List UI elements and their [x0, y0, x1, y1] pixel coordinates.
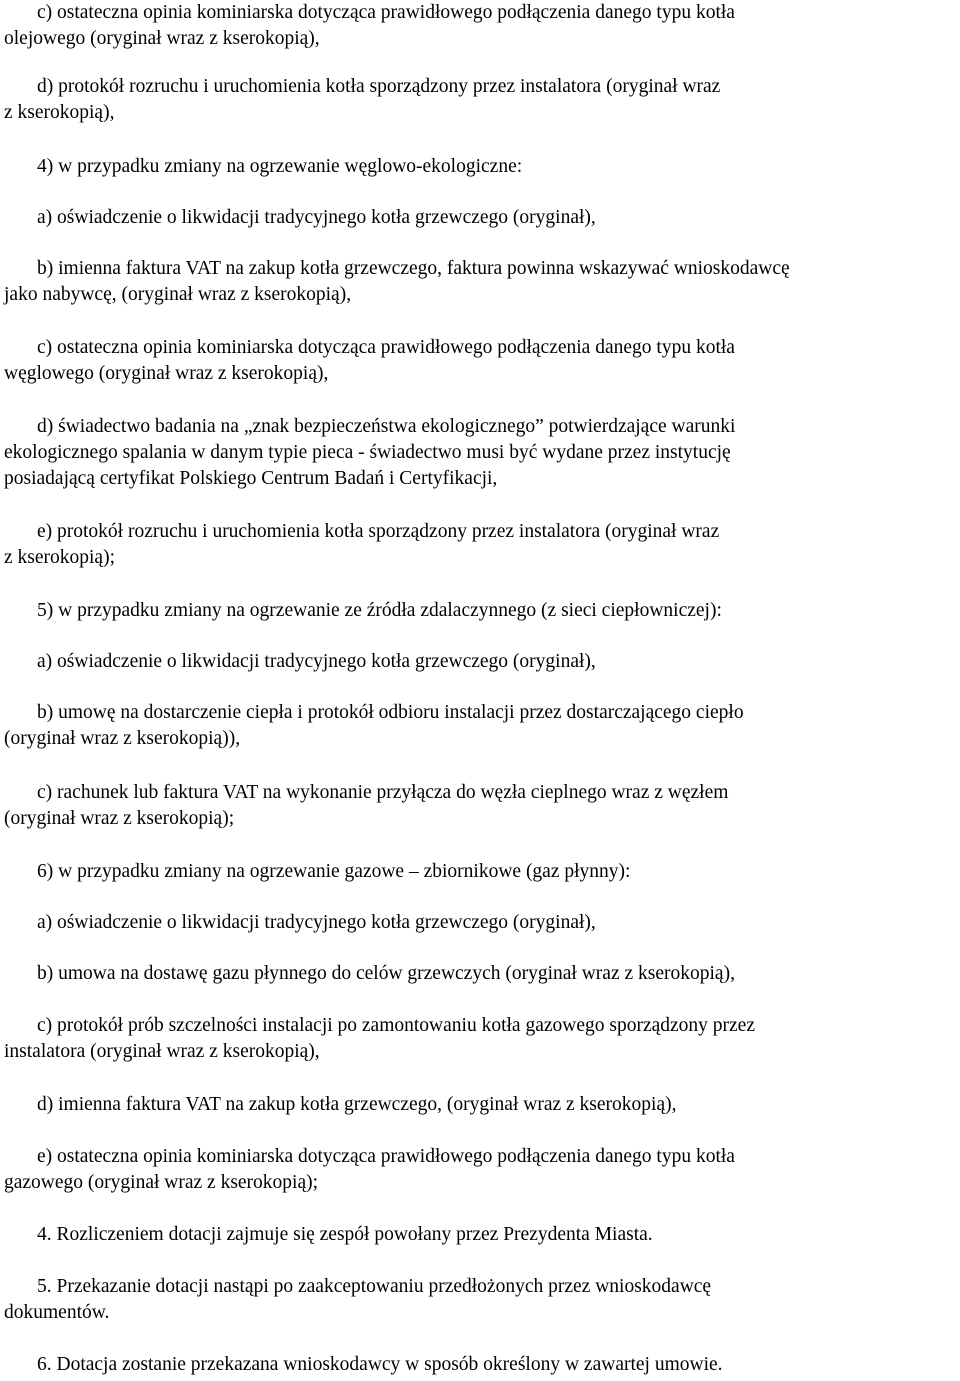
paragraph	[4, 519, 954, 571]
paragraph	[4, 335, 954, 387]
text-line: e) protokół rozruchu i uruchomienia kotła sporządzony przez instalatora (oryginał wraz	[37, 521, 720, 542]
text-line: b) umowa na dostawę gazu płynnego do celów grzewczych (oryginał wraz z kserokopią),	[37, 963, 735, 984]
text-line: d) protokół rozruchu i uruchomienia kotła sporządzony przez instalatora (oryginał wraz	[37, 76, 721, 97]
text-line: 5) w przypadku zmiany na ogrzewanie ze źródła zdalaczynnego (z sieci ciepłowniczej):	[37, 600, 722, 621]
paragraph	[4, 961, 954, 987]
text-line: instalatora (oryginał wraz z kserokopią),	[4, 1041, 320, 1062]
paragraph	[4, 1352, 954, 1378]
text-line: a) oświadczenie o likwidacji tradycyjnego kotła grzewczego (oryginał),	[37, 651, 596, 672]
text-line: z kserokopią),	[4, 102, 115, 123]
text-line: 5. Przekazanie dotacji nastąpi po zaakceptowaniu przedłożonych przez wnioskodawcę	[37, 1276, 712, 1297]
text-line: c) rachunek lub faktura VAT na wykonanie przyłącza do węzła cieplnego wraz z węzłem	[37, 782, 729, 803]
paragraph	[4, 1144, 954, 1196]
paragraph	[4, 74, 954, 126]
text-line: a) oświadczenie o likwidacji tradycyjnego kotła grzewczego (oryginał),	[37, 912, 596, 933]
text-line: b) umowę na dostarczenie ciepła i protokół odbioru instalacji przez dostarczającego ciepło	[37, 702, 744, 723]
text-line: jako nabywcę, (oryginał wraz z kserokopią),	[4, 284, 352, 305]
text-line: gazowego (oryginał wraz z kserokopią);	[4, 1172, 319, 1193]
paragraph	[4, 1092, 954, 1118]
paragraph	[4, 256, 954, 308]
text-line: e) ostateczna opinia kominiarska dotycząca prawidłowego podłączenia danego typu kotła	[37, 1146, 735, 1167]
paragraph	[4, 1274, 954, 1326]
text-line: 4. Rozliczeniem dotacji zajmuje się zespół powołany przez Prezydenta Miasta.	[37, 1224, 653, 1245]
paragraph	[4, 1013, 954, 1065]
text-line: 6) w przypadku zmiany na ogrzewanie gazowe – zbiornikowe (gaz płynny):	[37, 861, 631, 882]
text-line: c) protokół prób szczelności instalacji po zamontowaniu kotła gazowego sporządzony przez	[37, 1015, 755, 1036]
text-line: b) imienna faktura VAT na zakup kotła grzewczego, faktura powinna wskazywać wnioskodawcę	[37, 258, 790, 279]
text-line: d) świadectwo badania na „znak bezpieczeństwa ekologicznego” potwierdzające warunki	[37, 416, 736, 437]
paragraph	[4, 0, 954, 52]
paragraph	[4, 700, 954, 752]
text-line: ekologicznego spalania w danym typie pieca - świadectwo musi być wydane przez instytucję	[4, 442, 731, 463]
text-line: posiadającą certyfikat Polskiego Centrum Badań i Certyfikacji,	[4, 468, 498, 489]
text-line: dokumentów.	[4, 1302, 110, 1323]
text-line: (oryginał wraz z kserokopią);	[4, 808, 235, 829]
text-line: 6. Dotacja zostanie przekazana wnioskodawcy w sposób określony w zawartej umowie.	[37, 1354, 723, 1375]
text-line: c) ostateczna opinia kominiarska dotycząca prawidłowego podłączenia danego typu kotła	[37, 2, 735, 23]
paragraph	[4, 649, 954, 675]
text-line: a) oświadczenie o likwidacji tradycyjnego kotła grzewczego (oryginał),	[37, 207, 596, 228]
paragraph	[4, 414, 954, 492]
paragraph	[4, 598, 954, 624]
text-line: z kserokopią);	[4, 547, 116, 568]
text-line: (oryginał wraz z kserokopią)),	[4, 728, 241, 749]
text-line: olejowego (oryginał wraz z kserokopią),	[4, 28, 320, 49]
paragraph	[4, 780, 954, 832]
text-line: 4) w przypadku zmiany na ogrzewanie węglowo-ekologiczne:	[37, 156, 523, 177]
paragraph	[4, 859, 954, 885]
text-line: c) ostateczna opinia kominiarska dotycząca prawidłowego podłączenia danego typu kotła	[37, 337, 735, 358]
paragraph	[4, 205, 954, 231]
paragraph	[4, 1222, 954, 1248]
text-line: węglowego (oryginał wraz z kserokopią),	[4, 363, 329, 384]
paragraph	[4, 910, 954, 936]
text-line: d) imienna faktura VAT na zakup kotła grzewczego, (oryginał wraz z kserokopią),	[37, 1094, 677, 1115]
paragraph	[4, 154, 954, 180]
